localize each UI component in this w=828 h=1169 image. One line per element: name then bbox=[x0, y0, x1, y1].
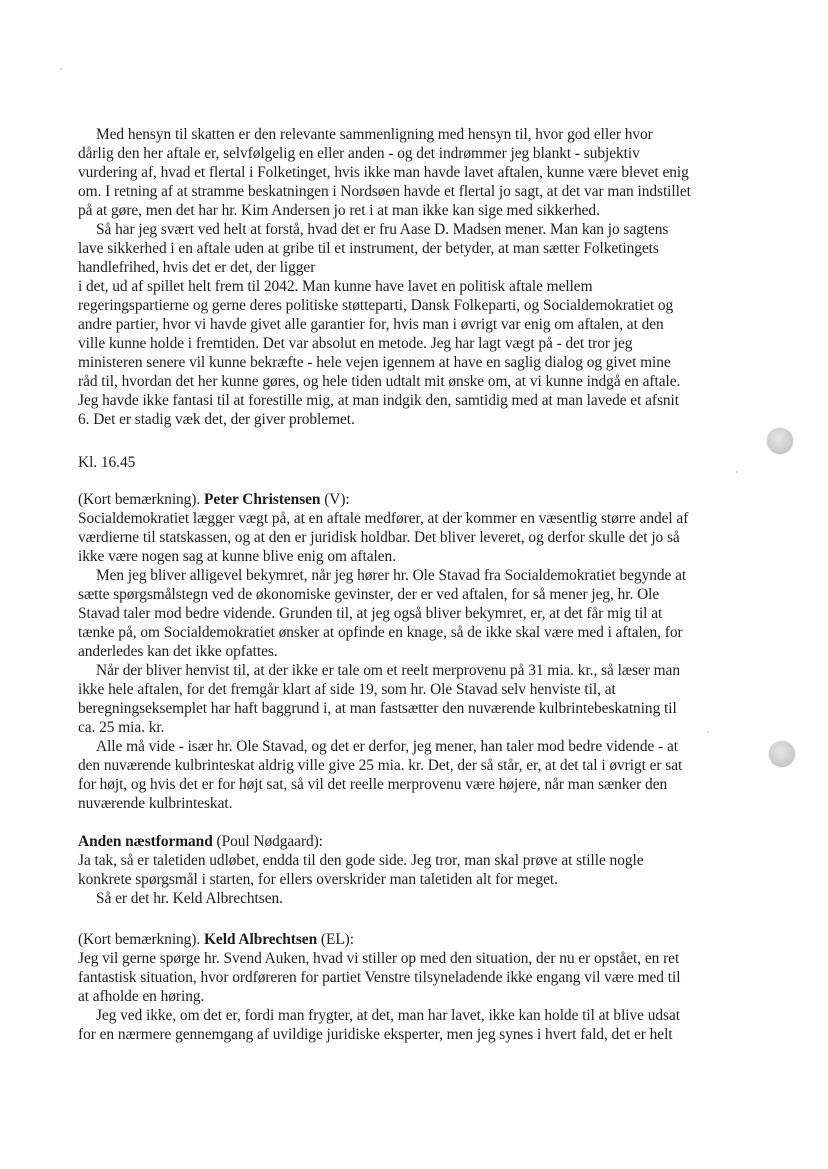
scan-speck bbox=[707, 731, 709, 733]
speaker-party: (EL): bbox=[317, 931, 354, 948]
text-line: på at gøre, men det har hr. Kim Andersen jo ret i at man ikke kan sige med sikkerhed. bbox=[78, 202, 600, 219]
text-line: ville kunne holde i fremtiden. Det var absolut en metode. Jeg har lagt vægt på - det tror jeg bbox=[78, 335, 633, 352]
text-line: Jeg ved ikke, om det er, fordi man frygter, at det, man har lavet, ikke kan holde til at blive udsat bbox=[96, 1007, 680, 1024]
text-line: at afholde en høring. bbox=[78, 988, 205, 1005]
text-line: ca. 25 mia. kr. bbox=[78, 719, 165, 736]
text-line: værdierne til statskassen, og at den er juridisk holdbar. Det bliver leveret, og derfor skulle det jo så bbox=[78, 529, 680, 546]
text-line: andre partier, hvor vi havde givet alle garantier for, hvis man i øvrigt var enig om aftalen, at den bbox=[78, 316, 664, 333]
text-line: nuværende kulbrinteskat. bbox=[78, 795, 233, 812]
text-line: handlefrihed, hvis det er det, der ligger bbox=[78, 259, 316, 276]
speaker-heading bbox=[78, 490, 350, 509]
text-line: vurdering af, hvad et flertal i Folketinget, hvis ikke man havde lavet aftalen, kunne være blevet enig bbox=[78, 164, 689, 181]
speaker-name: Peter Christensen bbox=[204, 491, 321, 508]
text-line: fantastisk situation, hvor ordføreren for partiet Venstre tilsyneladende ikke engang vil være med til bbox=[78, 969, 681, 986]
speaker-title: Anden næstformand bbox=[78, 833, 213, 850]
text-line: ministeren senere vil kunne bekræfte - hele vejen igennem at have en saglig dialog og givet mine bbox=[78, 354, 671, 371]
text-line: tænke på, om Socialdemokratiet ønsker at opfinde en knage, så de ikke skal være med i aftalen, for bbox=[78, 624, 683, 641]
text-line: sætte spørgsmålstegn ved de økonomiske gevinster, der er ved aftalen, for så mener jeg, hr. Ole bbox=[78, 586, 660, 603]
text-line: 6. Det er stadig væk det, der giver problemet. bbox=[78, 411, 355, 428]
text-line: Socialdemokratiet lægger vægt på, at en aftale medfører, at der kommer en væsentlig større andel af bbox=[78, 510, 689, 527]
remark-type: (Kort bemærkning). bbox=[78, 491, 205, 508]
text-line: Så har jeg svært ved helt at forstå, hvad det er fru Aase D. Madsen mener. Man kan jo sagtens bbox=[96, 221, 669, 238]
text-line: for højt, og hvis det er for højt sat, så vil det reelle merprovenu være højere, når man sænker den bbox=[78, 776, 668, 793]
text-line: Når der bliver henvist til, at der ikke er tale om et reelt merprovenu på 31 mia. kr., så læser man bbox=[96, 662, 680, 679]
speaker-name: (Poul Nødgaard): bbox=[212, 833, 323, 850]
text-line: Så er det hr. Keld Albrechtsen. bbox=[96, 890, 283, 907]
punch-hole-icon bbox=[767, 428, 793, 454]
text-line: Men jeg bliver alligevel bekymret, når jeg hører hr. Ole Stavad fra Socialdemokratiet begynde at bbox=[96, 567, 687, 584]
speaker-heading bbox=[78, 832, 323, 851]
speaker-heading bbox=[78, 930, 354, 949]
text-line: anderledes kan det ikke opfattes. bbox=[78, 643, 278, 660]
text-line: regeringspartierne og gerne deres politiske støtteparti, Dansk Folkeparti, og Socialdemokratiet og bbox=[78, 297, 674, 314]
text-line: råd til, hvordan det her kunne gøres, og hele tiden udtalt mit ønske om, at vi kunne indgå en aftale. bbox=[78, 373, 681, 390]
text-line: Jeg vil gerne spørge hr. Svend Auken, hvad vi stiller op med den situation, der nu er opstået, en ret bbox=[78, 950, 680, 967]
text-line: den nuværende kulbrinteskat aldrig ville give 25 mia. kr. Det, der så står, er, at det tal i øvrigt er sat bbox=[78, 757, 683, 774]
punch-hole-icon bbox=[769, 741, 795, 767]
scan-speck bbox=[60, 68, 62, 70]
text-line: Med hensyn til skatten er den relevante sammenligning med hensyn til, hvor god eller hvor bbox=[96, 126, 653, 143]
text-line: lave sikkerhed i en aftale uden at gribe til et instrument, der betyder, at man sætter Folketingets bbox=[78, 240, 659, 257]
text-line: for en nærmere gennemgang af uvildige juridiske eksperter, men jeg synes i hvert fald, det er helt bbox=[78, 1026, 673, 1043]
scan-speck bbox=[736, 471, 738, 473]
text-line: dårlig den her aftale er, selvfølgelig en eller anden - og det indrømmer jeg blankt - subjektiv bbox=[78, 145, 640, 162]
text-line: ikke være nogen sag at kunne blive enig om aftalen. bbox=[78, 548, 396, 565]
text-line: Ja tak, så er taletiden udløbet, endda til den gode side. Jeg tror, man skal prøve at stille nogle bbox=[78, 852, 644, 869]
text-line: i det, ud af spillet helt frem til 2042. Man kunne have lavet en politisk aftale mellem bbox=[78, 278, 593, 295]
text-line: Jeg havde ikke fantasi til at forestille mig, at man indgik den, samtidig med at man lavede et afsnit bbox=[78, 392, 680, 409]
speaker-name: Keld Albrechtsen bbox=[204, 931, 318, 948]
timestamp: Kl. 16.45 bbox=[78, 454, 136, 471]
text-line: Stavad taler mod bedre vidende. Grunden til, at jeg også bliver bekymret, er, at det får mig til at bbox=[78, 605, 663, 622]
text-line: Alle må vide - især hr. Ole Stavad, og det er derfor, jeg mener, han taler mod bedre vidende - at bbox=[96, 738, 678, 755]
text-line: beregningseksemplet har haft baggrund i, at man fastsætter den nuværende kulbrintebeskatning til bbox=[78, 700, 677, 717]
remark-type: (Kort bemærkning). bbox=[78, 931, 205, 948]
text-line: konkrete spørgsmål i starten, for ellers overskrider man taletiden alt for meget. bbox=[78, 871, 558, 888]
speaker-party: (V): bbox=[320, 491, 350, 508]
text-line: ikke hele aftalen, for det fremgår klart af side 19, som hr. Ole Stavad selv henviste til, at bbox=[78, 681, 616, 698]
text-line: om. I retning af at stramme beskatningen i Nordsøen havde et flertal jo sagt, at det var man indstillet bbox=[78, 183, 691, 200]
